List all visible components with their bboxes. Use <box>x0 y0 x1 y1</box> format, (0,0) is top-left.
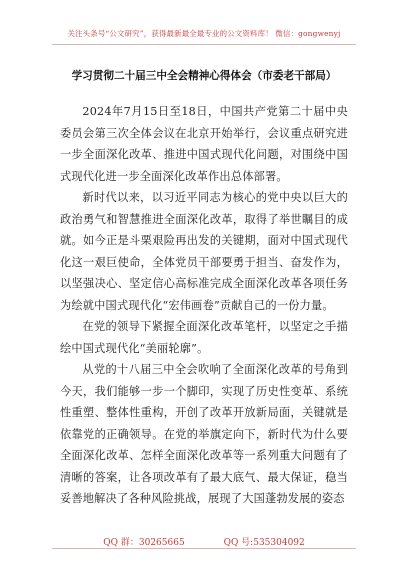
paragraph: 在党的领导下紧握全面深化改革笔杆，以坚定之手描绘中国式现代化“美丽轮廓”。 <box>60 320 348 355</box>
paragraph: 新时代以来，以习近平同志为核心的党中央以巨大的政治勇气和智慧推进全面深化改革，取得了举世瞩目的成就。如今正是斗栗艰险再出发的关键期，面对中国式现代化这一艰巨使命，全体党员干部要勇于担当、奋发作为，以坚强决心、坚定信心高标准完成全面深化改革各项任务为绘就中国式现代化“宏伟画卷”贡献自己的一份力量。 <box>60 191 348 312</box>
footer-contact <box>0 535 408 548</box>
footer-qq-group: QQ 群：30265665 <box>103 538 185 548</box>
paragraph: 从党的十八届三中全会吹响了全面深化改革的号角到今天，我们能够一步一个脚印，实现了历史性变革、系统性重塑、整体性重构，开创了改革开放新局面，关键就是依靠党的正确领导。在党的举旗定向下，新时代为什么要全面深化改革、怎样全面深化改革等一系列重大问题有了清晰的答案，让各项改革有了最大底气、最大保证，稳当妥善地解决了各种风险挑战，展现了大国蓬勃发展的姿态 <box>60 363 348 505</box>
footer-qq-number: QQ 号:535304092 <box>223 538 305 548</box>
document-title: 学习贯彻二十届三中全会精神心得体会（市委老干部局） <box>71 70 337 82</box>
header-promo-text: 关注头条号“公文研究”，获得最新最全最专业的公文资料库！ 微信：gongwenyj <box>67 29 341 38</box>
paragraph: 2024年7月15日至18日，中国共产党第二十届中央委员会第三次全体会议在北京开始举行，会议重点研究进一步全面深化改革、推进中国式现代化问题，对围绕中国式现代化进一步全面深化改革作出总体部署。 <box>60 105 348 183</box>
document-body <box>60 101 348 510</box>
footer-divider <box>52 548 356 549</box>
header-divider <box>52 44 356 45</box>
